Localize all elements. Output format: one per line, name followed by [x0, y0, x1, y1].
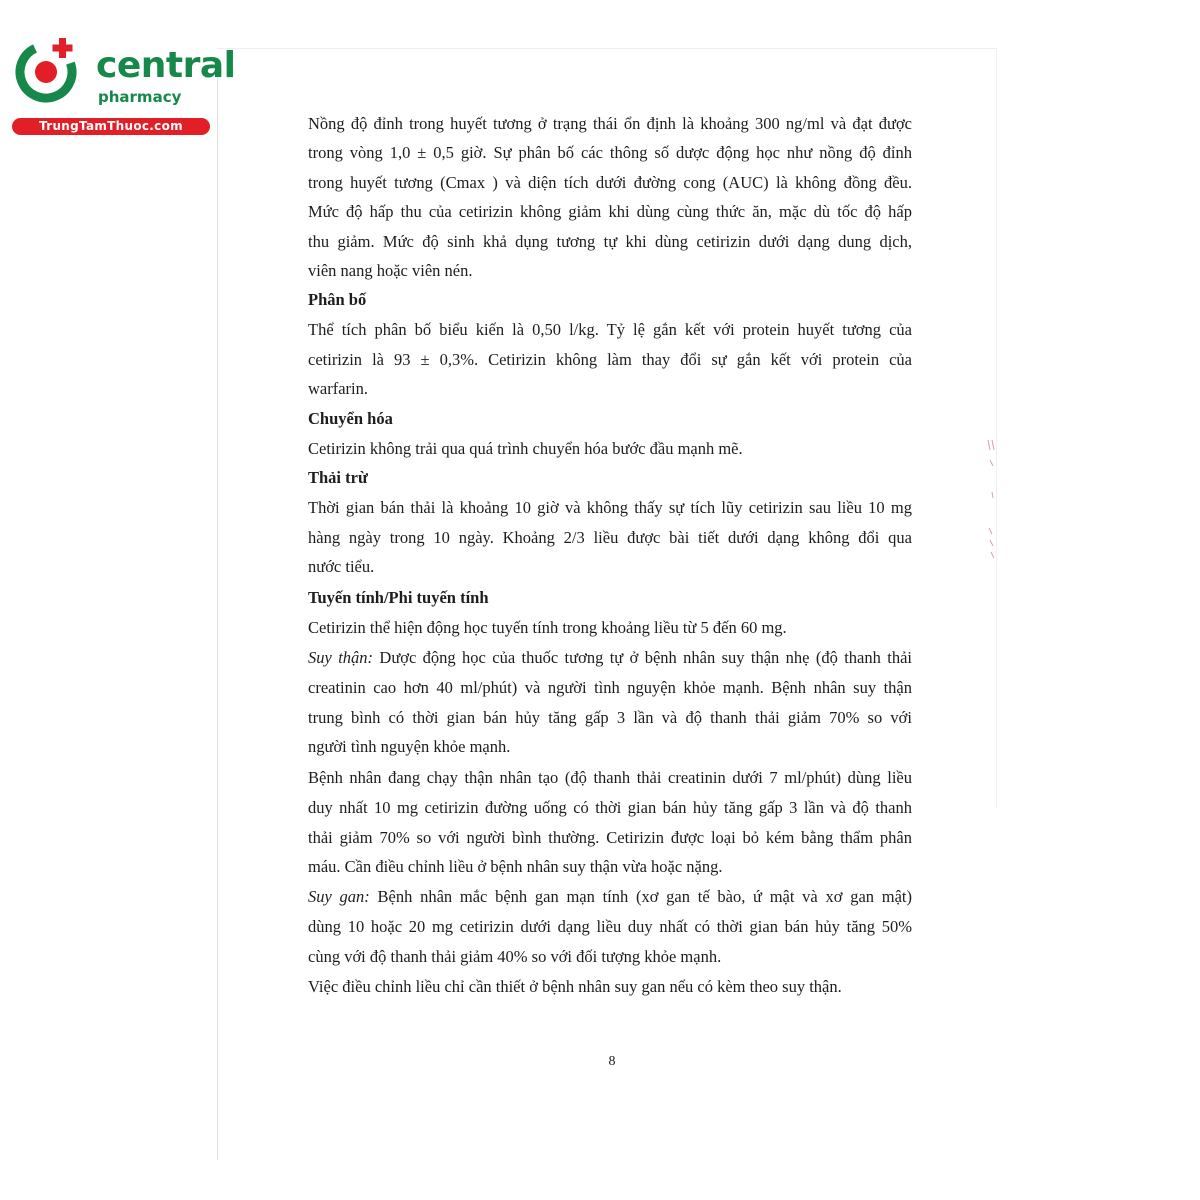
paragraph-line: hàng ngày trong 10 ngày. Khoảng 2/3 liều được bài tiết dưới dạng không đổi qua — [308, 528, 912, 547]
paragraph-line: người tình nguyện khỏe mạnh. — [308, 737, 511, 756]
paragraph-line: thải giảm 70% so với người bình thường. Cetirizin được loại bỏ kém bằng thẩm phân — [308, 828, 912, 847]
paragraph-line: Bệnh nhân đang chạy thận nhân tạo (độ thanh thải creatinin dưới 7 ml/phút) dùng liều — [308, 768, 912, 787]
paragraph-line: warfarin. — [308, 379, 369, 398]
paragraph-line: máu. Cần điều chỉnh liều ở bệnh nhân suy thận vừa hoặc nặng. — [308, 857, 723, 876]
paragraph-line: trung bình có thời gian bán hủy tăng gấp 3 lần và độ thanh thải giảm 70% so với — [308, 708, 912, 727]
paragraph-line: Cetirizin thể hiện động học tuyến tính trong khoảng liều từ 5 đến 60 mg. — [308, 618, 787, 637]
paragraph-text: Dược động học của thuốc tương tự ở bệnh nhân suy thận nhẹ (độ thanh thải — [373, 648, 913, 667]
paragraph-line — [308, 644, 912, 672]
subsection-label: Suy gan: — [308, 887, 370, 906]
paragraph-line: Cetirizin không trải qua quá trình chuyển hóa bước đầu mạnh mẽ. — [308, 439, 743, 458]
brand-subtitle: pharmacy — [98, 88, 182, 106]
paragraph-line — [308, 883, 912, 911]
pharmacy-cross-icon — [10, 36, 90, 108]
paragraph-line: Việc điều chỉnh liều chỉ cần thiết ở bệnh nhân suy gan nếu có kèm theo suy thận. — [308, 977, 842, 996]
section-heading: Thải trừ — [308, 468, 368, 487]
page-edge — [217, 60, 218, 1160]
subsection-label: Suy thận: — [308, 648, 374, 667]
paragraph-line: Thời gian bán thải là khoảng 10 giờ và không thấy sự tích lũy cetirizin sau liều 10 mg — [308, 498, 912, 517]
paragraph-line: Thể tích phân bố biểu kiến là 0,50 l/kg. Tỷ lệ gắn kết với protein huyết tương của — [308, 320, 912, 339]
page-edge — [996, 48, 997, 808]
page-edge — [217, 48, 997, 49]
brand-website[interactable]: TrungTamThuoc.com — [12, 118, 210, 135]
paragraph-line: trong vòng 1,0 ± 0,5 giờ. Sự phân bố các thông số dược động học như nồng độ đỉnh — [308, 143, 912, 162]
page-number: 8 — [608, 1054, 616, 1069]
paragraph-line: viên nang hoặc viên nén. — [308, 261, 473, 280]
paragraph-line: Mức độ hấp thu của cetirizin không giảm khi dùng cùng thức ăn, mặc dù tốc độ hấp — [308, 202, 912, 221]
central-pharmacy-logo[interactable] — [10, 36, 236, 136]
paragraph-line: Nồng độ đỉnh trong huyết tương ở trạng thái ổn định là khoảng 300 ng/ml và đạt được — [308, 114, 912, 133]
brand-name: central — [96, 45, 236, 86]
paragraph-line: cùng với độ thanh thải giảm 40% so với đối tượng khỏe mạnh. — [308, 947, 722, 966]
scan-margin-marks — [984, 436, 998, 566]
paragraph-line: trong huyết tương (Cmax ) và diện tích dưới đường cong (AUC) là không đồng đều. — [308, 173, 912, 192]
paragraph-line: nước tiểu. — [308, 557, 375, 576]
paragraph-line: creatinin cao hơn 40 ml/phút) và người tình nguyện khỏe mạnh. Bệnh nhân suy thận — [308, 678, 912, 697]
section-heading: Chuyển hóa — [308, 409, 393, 428]
paragraph-text: Bệnh nhân mắc bệnh gan mạn tính (xơ gan tế bào, ứ mật và xơ gan mật) — [369, 887, 912, 906]
paragraph-line: cetirizin là 93 ± 0,3%. Cetirizin không làm thay đổi sự gắn kết với protein của — [308, 350, 912, 369]
paragraph-line: dùng 10 hoặc 20 mg cetirizin dưới dạng liều duy nhất có thời gian bán hủy tăng 50% — [308, 917, 912, 936]
section-heading: Tuyến tính/Phi tuyến tính — [308, 588, 489, 607]
section-heading: Phân bố — [308, 290, 367, 309]
paragraph-line: thu giảm. Mức độ sinh khả dụng tương tự khi dùng cetirizin dưới dạng dung dịch, — [308, 232, 912, 251]
paragraph-line: duy nhất 10 mg cetirizin đường uống có thời gian bán hủy tăng gấp 3 lần và độ thanh — [308, 798, 912, 817]
